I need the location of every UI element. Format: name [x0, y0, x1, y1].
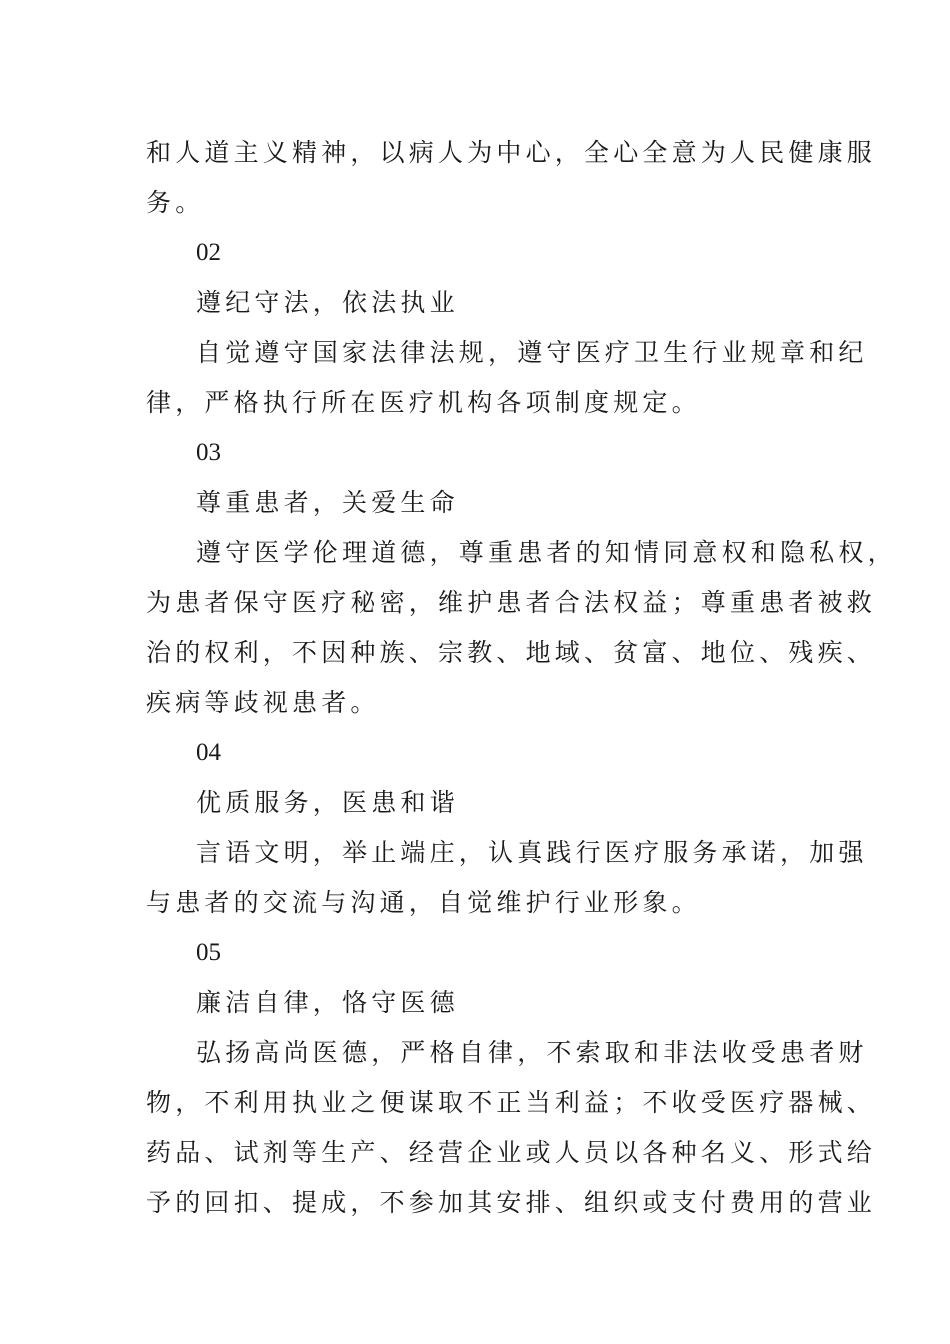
paragraph-line: 与患者的交流与沟通，自觉维护行业形象。	[146, 888, 701, 917]
paragraph-line: 自觉遵守国家法律法规，遵守医疗卫生行业规章和纪	[196, 338, 868, 367]
paragraph-line: 治的权利，不因种族、宗教、地域、贫富、地位、残疾、	[146, 638, 877, 667]
paragraph-line: 遵守医学伦理道德，尊重患者的知情同意权和隐私权，	[196, 538, 897, 567]
paragraph-line: 药品、试剂等生产、经营企业或人员以各种名义、形式给	[146, 1138, 877, 1167]
paragraph-line: 物，不利用执业之便谋取不正当利益；不收受医疗器械、	[146, 1088, 877, 1117]
paragraph-line: 予的回扣、提成，不参加其安排、组织或支付费用的营业	[146, 1188, 877, 1217]
document-page	[146, 128, 897, 1228]
paragraph-line: 和人道主义精神，以病人为中心，全心全意为人民健康服	[146, 138, 877, 167]
section-heading: 遵纪守法，依法执业	[196, 288, 459, 317]
section-number: 04	[196, 739, 221, 766]
section-heading: 尊重患者，关爱生命	[196, 488, 459, 517]
section-number: 05	[196, 939, 221, 966]
paragraph-line: 弘扬高尚医德，严格自律，不索取和非法收受患者财	[196, 1038, 868, 1067]
section-number: 02	[196, 239, 221, 266]
section-heading: 廉洁自律，恪守医德	[196, 988, 459, 1017]
section-heading: 优质服务，医患和谐	[196, 788, 459, 817]
paragraph-line: 疾病等歧视患者。	[146, 688, 380, 717]
paragraph-line: 言语文明，举止端庄，认真践行医疗服务承诺，加强	[196, 838, 868, 867]
section-number: 03	[196, 439, 221, 466]
paragraph-line: 务。	[146, 188, 205, 217]
paragraph-line: 律，严格执行所在医疗机构各项制度规定。	[146, 388, 701, 417]
paragraph-line: 为患者保守医疗秘密，维护患者合法权益；尊重患者被救	[146, 588, 877, 617]
